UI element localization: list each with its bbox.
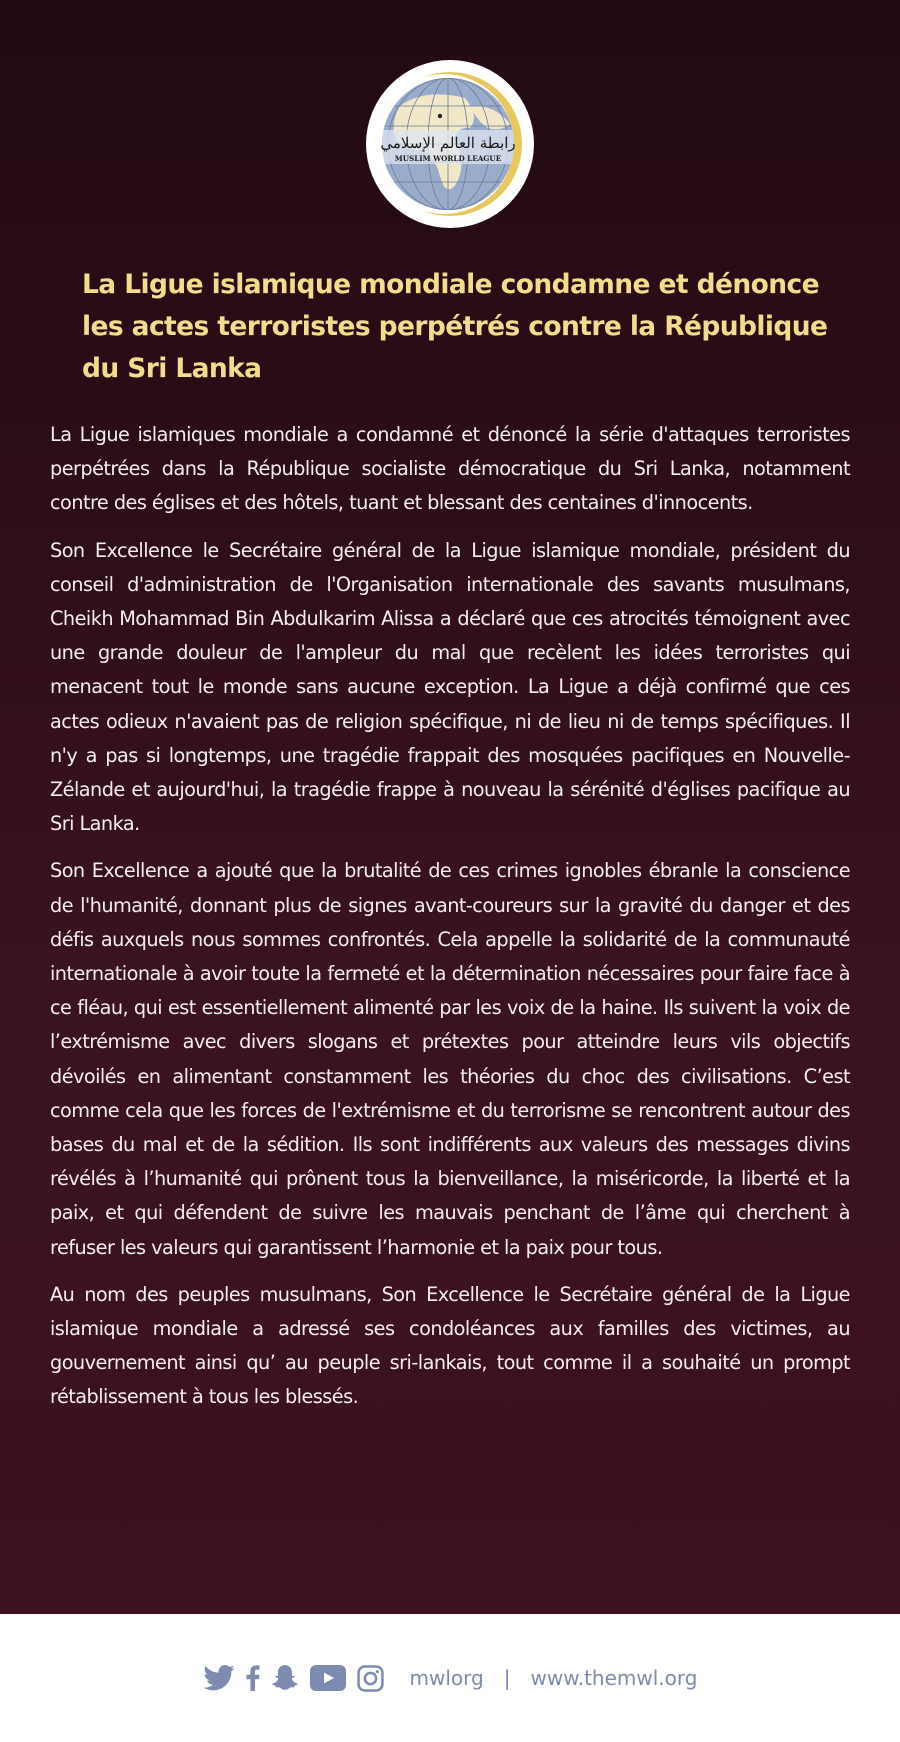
paragraph-2: Son Excellence le Secrétaire général de la Ligue islamique mondiale, président du conseil d'administration de l'Organisation internationale des savants musulmans, Cheikh Mohammad Bin Abdulkarim Alissa a déclaré que ces atrocités témoignent avec une grande douleur de l'ampleur du mal que recèlent les idées terroristes qui menacent tout le monde sans aucune exception. La Ligue a déjà confirmé que ces actes odieux n'avaient pas de religion spécifique, ni de lieu ni de temps spécifiques. Il n'y a pas si longtemps, une tragédie frappait des mosquées pacifiques en Nouvelle-Zélande et aujourd'hui, la tragédie frappe à nouveau la sérénité d'églises pacifique au Sri Lanka. [50, 538, 850, 836]
facebook-icon[interactable] [246, 1665, 260, 1691]
paragraph-3: Son Excellence a ajouté que la brutalité de ces crimes ignobles ébranle la conscience de l'humanité, donnant plus de signes avant-coureurs sur la gravité du danger et des défis auxquels nous sommes confrontés. Cela appelle la solidarité de la communauté internationale à avoir toute la fermeté et la détermination nécessaires pour faire face à ce fléau, qui est essentiellement alimenté par les voix de la haine. Ils suivent la voix de l’extrémisme avec divers slogans et prétextes pour atteindre leurs vils objectifs dévoilés en alimentant constamment les théories du choc des civilisations. C’est comme cela que les forces de l'extrémisme et du terrorisme se rencontrent autour des bases du mal et de la sédition. Ils sont indifférents aux valeurs des messages divins révélés à l’humanité qui prônent tous la bienveillance, la miséricorde, la liberté et la paix, et qui défendent de suivre les mauvais penchant de l’âme qui cherchent à refuser les valeurs qui garantissent l’harmonie et la paix pour tous. [50, 859, 850, 1259]
youtube-icon[interactable] [310, 1665, 346, 1691]
footer [0, 1614, 900, 1742]
social-icons [203, 1665, 384, 1692]
twitter-icon[interactable] [203, 1665, 235, 1691]
website-link[interactable]: www.themwl.org [530, 1666, 698, 1690]
globe-logo-icon [372, 66, 528, 222]
social-handle[interactable]: mwlorg [409, 1666, 484, 1690]
muslim-world-league-logo [366, 60, 534, 228]
snapchat-icon[interactable] [271, 1665, 299, 1691]
paragraph-4: Au nom des peuples musulmans, Son Excellence le Secrétaire général de la Ligue islamique mondiale a adressé ses condoléances aux familles des victimes, au gouvernement ainsi qu’ au peuple sri-lankais, tout comme il a souhaité un prompt rétablissement à tous les blessés. [50, 1282, 850, 1409]
svg-text:رابطة العالم الإسلامي: رابطة العالم الإسلامي [380, 134, 516, 152]
article-title: La Ligue islamique mondiale condamne et dénonce les actes terroristes perpétrés contre la République du Sri Lanka [82, 269, 828, 384]
separator: | [503, 1666, 511, 1690]
instagram-icon[interactable] [357, 1665, 384, 1692]
svg-text:MUSLIM WORLD LEAGUE: MUSLIM WORLD LEAGUE [394, 154, 502, 163]
paragraph-1: La Ligue islamiques mondiale a condamné et dénoncé la série d'attaques terroristes perpétrées dans la République socialiste démocratique du Sri Lanka, notamment contre des églises et des hôtels, tuant et blessant des centaines d'innocents. [50, 423, 850, 515]
article-body [50, 418, 850, 1428]
